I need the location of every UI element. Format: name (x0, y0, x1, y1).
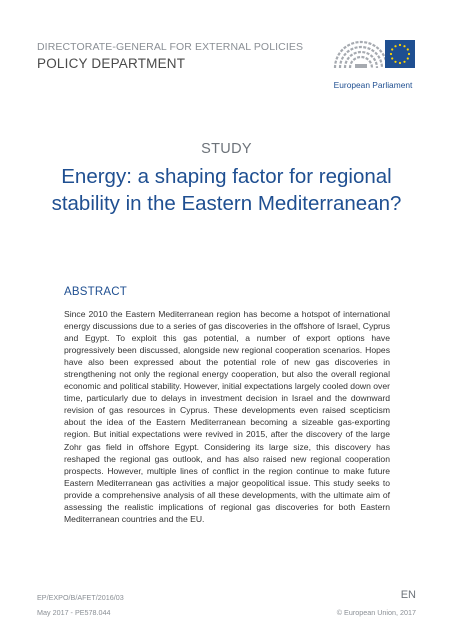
department-label: POLICY DEPARTMENT (37, 56, 186, 71)
language-code: EN (400, 589, 416, 601)
directorate-label: DIRECTORATE-GENERAL FOR EXTERNAL POLICIES (37, 41, 304, 53)
european-parliament-logo (325, 34, 421, 96)
abstract-body: Since 2010 the Eastern Mediterranean region has become a hotspot of international energy discussions due to a series of gas discoveries in the offshore of Israel, Cyprus and Egypt. To exploit this gas potential, a number of export options have progressively been discussed, alongside new regional cooperation scenarios. Hopes have also been expressed about the potential role of new gas discoveries in strengthening not only the regional energy cooperation, but also the overall regional economic and political stability. However, initial expectations largely cooled down over time, particularly due to delays in investment decision in Israel and the downward revision of gas resources in Cyprus. These developments even raised scepticism about the idea of the Eastern Mediterranean becoming a sizeable gas-exporting region. But initial expectations were revived in 2015, after the discovery of the large Zohr gas field in offshore Egypt. Considering its large size, this discovery has reshaped the regional gas outlook, and has also raised new regional cooperation prospects. However, multiple lines of conflict in the region continue to make future Eastern Mediterranean gas activities a major geopolitical issue. This study seeks to provide a comprehensive analysis of all these developments, with the ultimate aim of assessing the realistic implications of regional gas discoveries for both Eastern Mediterranean countries and the EU. (64, 309, 390, 524)
european-parliament-hemicycle-logo-icon (325, 34, 421, 78)
publication-date-code: May 2017 - PE578.044 (37, 608, 111, 617)
logo-caption: European Parliament (333, 80, 413, 90)
document-title: Energy: a shaping factor for regional stability in the Eastern Mediterranean? (51, 165, 402, 215)
abstract-heading: ABSTRACT (64, 286, 127, 298)
document-reference: EP/EXPO/B/AFET/2016/03 (37, 593, 124, 602)
document-type-label: STUDY (201, 141, 252, 157)
copyright-notice: © European Union, 2017 (336, 608, 416, 617)
